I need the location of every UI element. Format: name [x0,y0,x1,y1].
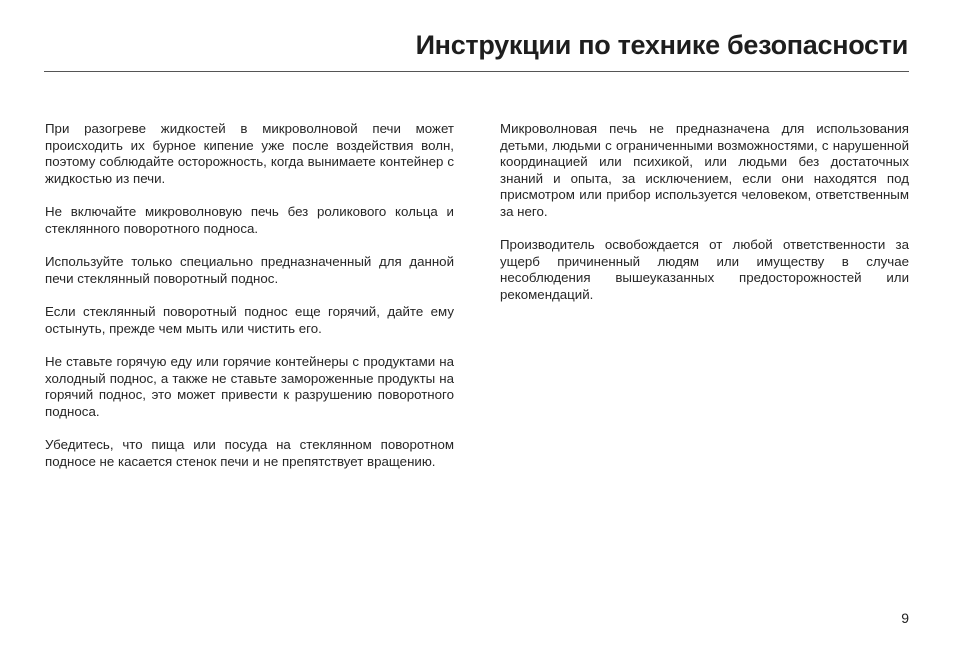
safety-paragraph: Микроволновая печь не предназначена для использования детьми, людьми с ограниченными возможностями, с нарушенной координацией или психикой, или людьми без достаточных знаний и опыта, за исключением, если они находятся под присмотром или прибор используется человеком, ответственным за него. [500,121,909,219]
safety-paragraph: Производитель освобождается от любой ответственности за ущерб причиненный людям или имуществу в случае несоблюдения вышеуказанных предосторожностей или рекомендаций. [500,237,909,302]
safety-paragraph: При разогреве жидкостей в микроволновой печи может происходить их бурное кипение уже после воздействия волн, поэтому соблюдайте осторожность, когда вынимаете контейнер с жидкостью из печи. [45,121,454,186]
right-column [500,121,909,320]
left-column [45,121,454,487]
safety-paragraph: Не ставьте горячую еду или горячие контейнеры с продуктами на холодный поднос, а также не ставьте замороженные продукты на горячий поднос, это может привести к разрушению поворотного подноса. [45,354,454,419]
page-title: Инструкции по технике безопасности [415,30,908,60]
safety-paragraph: Если стеклянный поворотный поднос еще горячий, дайте ему остынуть, прежде чем мыть или чистить его. [45,304,454,336]
safety-paragraph: Убедитесь, что пища или посуда на стеклянном поворотном подносе не касается стенок печи и не препятствует вращению. [45,437,454,469]
title-divider [44,71,909,72]
safety-paragraph: Используйте только специально предназначенный для данной печи стеклянный поворотный поднос. [45,254,454,286]
page-number: 9 [901,610,909,626]
safety-paragraph: Не включайте микроволновую печь без роликового кольца и стеклянного поворотного подноса. [45,204,454,236]
